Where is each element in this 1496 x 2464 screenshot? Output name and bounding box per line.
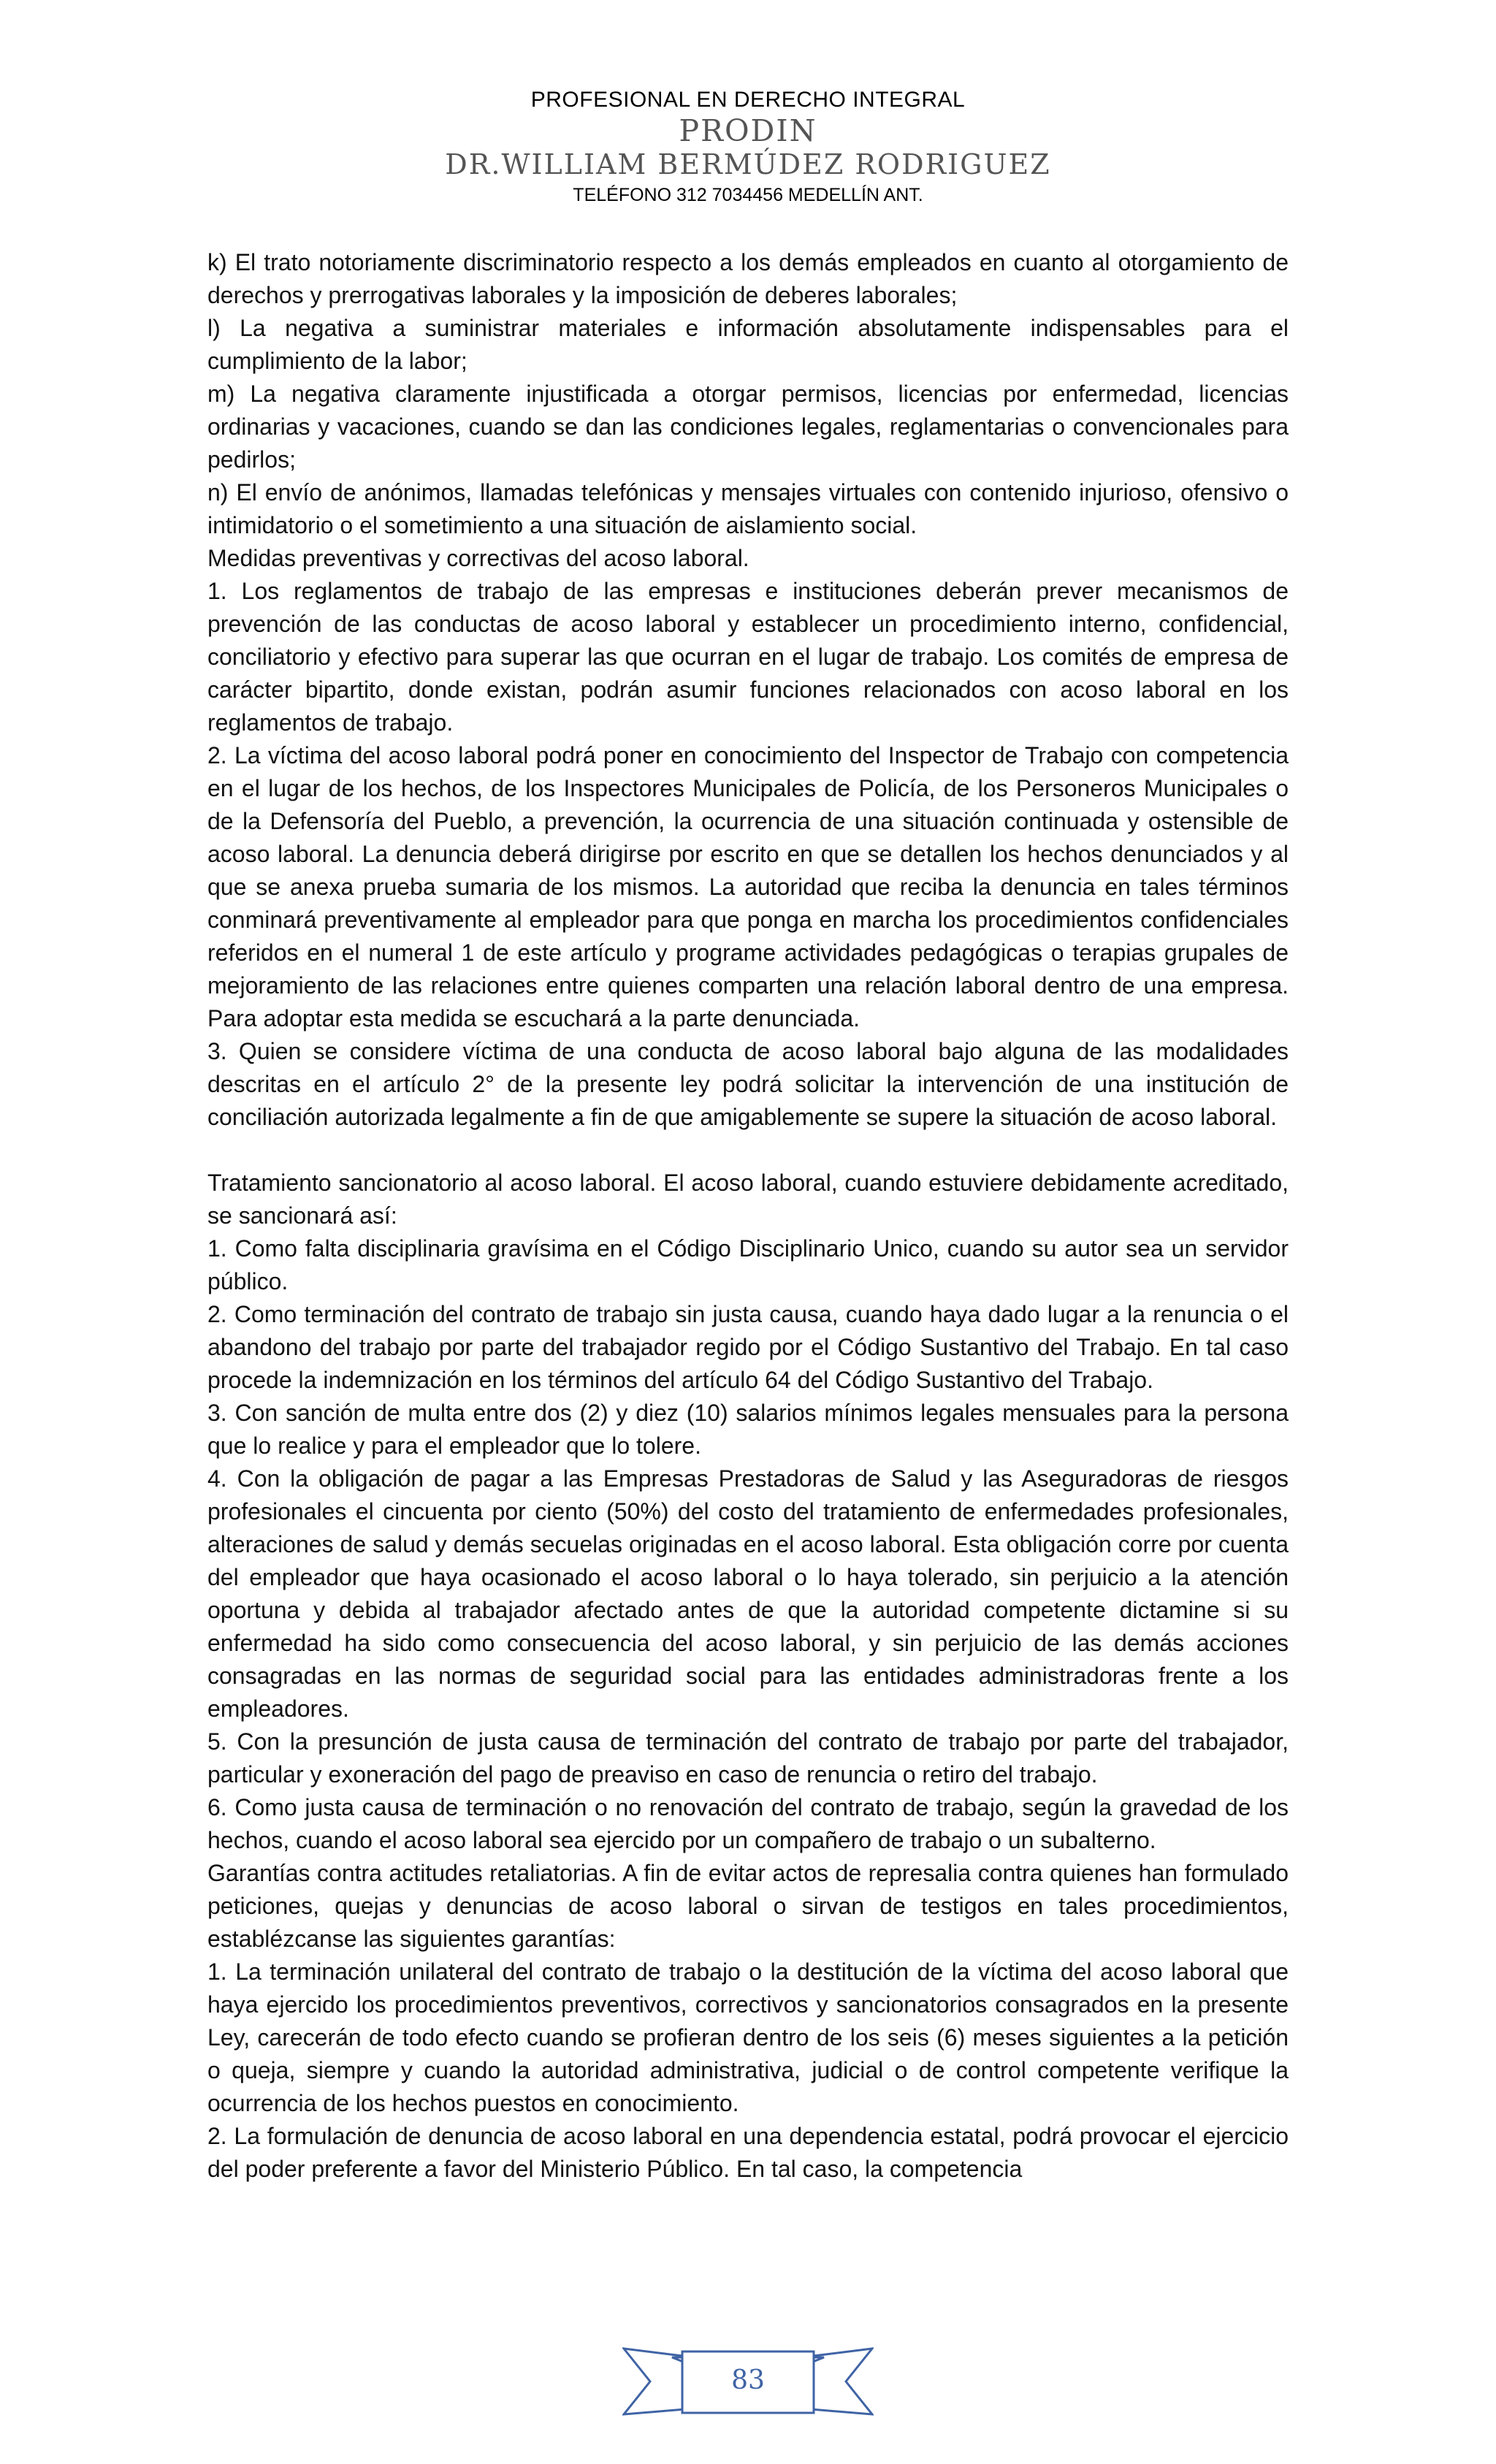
blank-line [207,1134,1289,1167]
paragraph: k) El trato notoriamente discriminatorio respecto a los demás empleados en cuanto al otorgamiento de derechos y prerrogativas laborales y la imposición de deberes laborales; [207,249,1289,308]
paragraph: 2. La víctima del acoso laboral podrá poner en conocimiento del Inspector de Trabajo con competencia en el lugar de los hechos, de los Inspectores Municipales de Policía, de los Personeros Municipales o de la Defensoría del Pueblo, a prevención, la ocurrencia de una situación continuada y ostensible de acoso laboral. La denuncia deberá dirigirse por escrito en que se detallen los hechos denunciados y al que se anexa prueba sumaria de los mismos. La autoridad que reciba la denuncia en tales términos conminará preventivamente al empleador para que ponga en marcha los procedimientos confidenciales referidos en el numeral 1 de este artículo y programe actividades pedagógicas o terapias grupales de mejoramiento de las relaciones entre quienes comparten una relación laboral dentro de una empresa. Para adoptar esta medida se escuchará a la parte denunciada. [207,742,1289,1031]
document-body [207,246,1289,2186]
header-line-4: TELÉFONO 312 7034456 MEDELLÍN ANT. [573,185,923,205]
page-header [0,86,1496,207]
paragraph: 2. La formulación de denuncia de acoso laboral en una dependencia estatal, podrá provocar el ejercicio del poder preferente a favor del Ministerio Público. En tal caso, la competencia [207,2123,1289,2182]
paragraph: 2. Como terminación del contrato de trabajo sin justa causa, cuando haya dado lugar a la renuncia o el abandono del trabajo por parte del trabajador regido por el Código Sustantivo del Trabajo. En tal caso procede la indemnización en los términos del artículo 64 del Código Sustantivo del Trabajo. [207,1301,1289,1393]
header-line-1: PROFESIONAL EN DERECHO INTEGRAL [530,88,966,112]
paragraph: 3. Con sanción de multa entre dos (2) y diez (10) salarios mínimos legales mensuales para la persona que lo realice y para el empleador que lo tolere. [207,1400,1289,1459]
paragraph: 1. La terminación unilateral del contrato de trabajo o la destitución de la víctima del acoso laboral que haya ejercido los procedimientos preventivos, correctivos y sancionatorios consagrados en la presente Ley, carecerán de todo efecto cuando se profieran dentro de los seis (6) meses siguientes a la petición o queja, siempre y cuando la autoridad administrativa, judicial o de control competente verifique la ocurrencia de los hechos puestos en conocimiento. [207,1958,1289,2116]
paragraph: 4. Con la obligación de pagar a las Empresas Prestadoras de Salud y las Aseguradoras de riesgos profesionales el cincuenta por ciento (50%) del costo del tratamiento de enfermedades profesionales, alteraciones de salud y demás secuelas originadas en el acoso laboral. Esta obligación corre por cuenta del empleador que haya ocasionado el acoso laboral o lo haya tolerado, sin perjuicio a la atención oportuna y debida al trabajador afectado antes de que la autoridad competente dictamine si su enfermedad ha sido como consecuencia del acoso laboral, y sin perjuicio de las demás acciones consagradas en las normas de seguridad social para las entidades administradoras frente a los empleadores. [207,1465,1289,1722]
paragraph: 1. Como falta disciplinaria gravísima en el Código Disciplinario Unico, cuando su autor sea un servidor público. [207,1235,1289,1294]
paragraph: Garantías contra actitudes retaliatorias. A fin de evitar actos de represalia contra quienes han formulado peticiones, quejas y denuncias de acoso laboral o sirvan de testigos en tales procedimientos, establézcanse las siguientes garantías: [207,1860,1289,1952]
page-number: 83 [731,2365,765,2395]
paragraph: 6. Como justa causa de terminación o no renovación del contrato de trabajo, según la gravedad de los hechos, cuando el acoso laboral sea ejercido por un compañero de trabajo o un subalterno. [207,1794,1289,1853]
paragraph: 1. Los reglamentos de trabajo de las empresas e instituciones deberán prever mecanismos de prevención de las conductas de acoso laboral y establecer un procedimiento interno, confidencial, conciliatorio y efectivo para superar las que ocurran en el lugar de trabajo. Los comités de empresa de carácter bipartito, donde existan, podrán asumir funciones relacionados con acoso laboral en los reglamentos de trabajo. [207,578,1289,736]
header-line-2: PRODIN [679,113,817,148]
section-heading: Medidas preventivas y correctivas del acoso laboral. [207,545,749,571]
paragraph: Tratamiento sancionatorio al acoso laboral. El acoso laboral, cuando estuviere debidamente acreditado, se sancionará así: [207,1170,1289,1229]
paragraph: m) La negativa claramente injustificada a otorgar permisos, licencias por enfermedad, licencias ordinarias y vacaciones, cuando se dan las condiciones legales, reglamentarias o convencionales para pedirlos; [207,381,1289,473]
page-number-ribbon [622,2341,874,2422]
paragraph: 3. Quien se considere víctima de una conducta de acoso laboral bajo alguna de las modalidades descritas en el artículo 2° de la presente ley podrá solicitar la intervención de una institución de conciliación autorizada legalmente a fin de que amigablemente se supere la situación de acoso laboral. [207,1038,1289,1130]
paragraph: l) La negativa a suministrar materiales e información absolutamente indispensables para el cumplimiento de la labor; [207,315,1289,374]
header-line-3: DR.WILLIAM BERMÚDEZ RODRIGUEZ [445,148,1051,180]
paragraph: 5. Con la presunción de justa causa de terminación del contrato de trabajo por parte del trabajador, particular y exoneración del pago de preaviso en caso de renuncia o retiro del trabajo. [207,1728,1289,1788]
paragraph: n) El envío de anónimos, llamadas telefónicas y mensajes virtuales con contenido injurioso, ofensivo o intimidatorio o el sometimiento a una situación de aislamiento social. [207,479,1289,538]
